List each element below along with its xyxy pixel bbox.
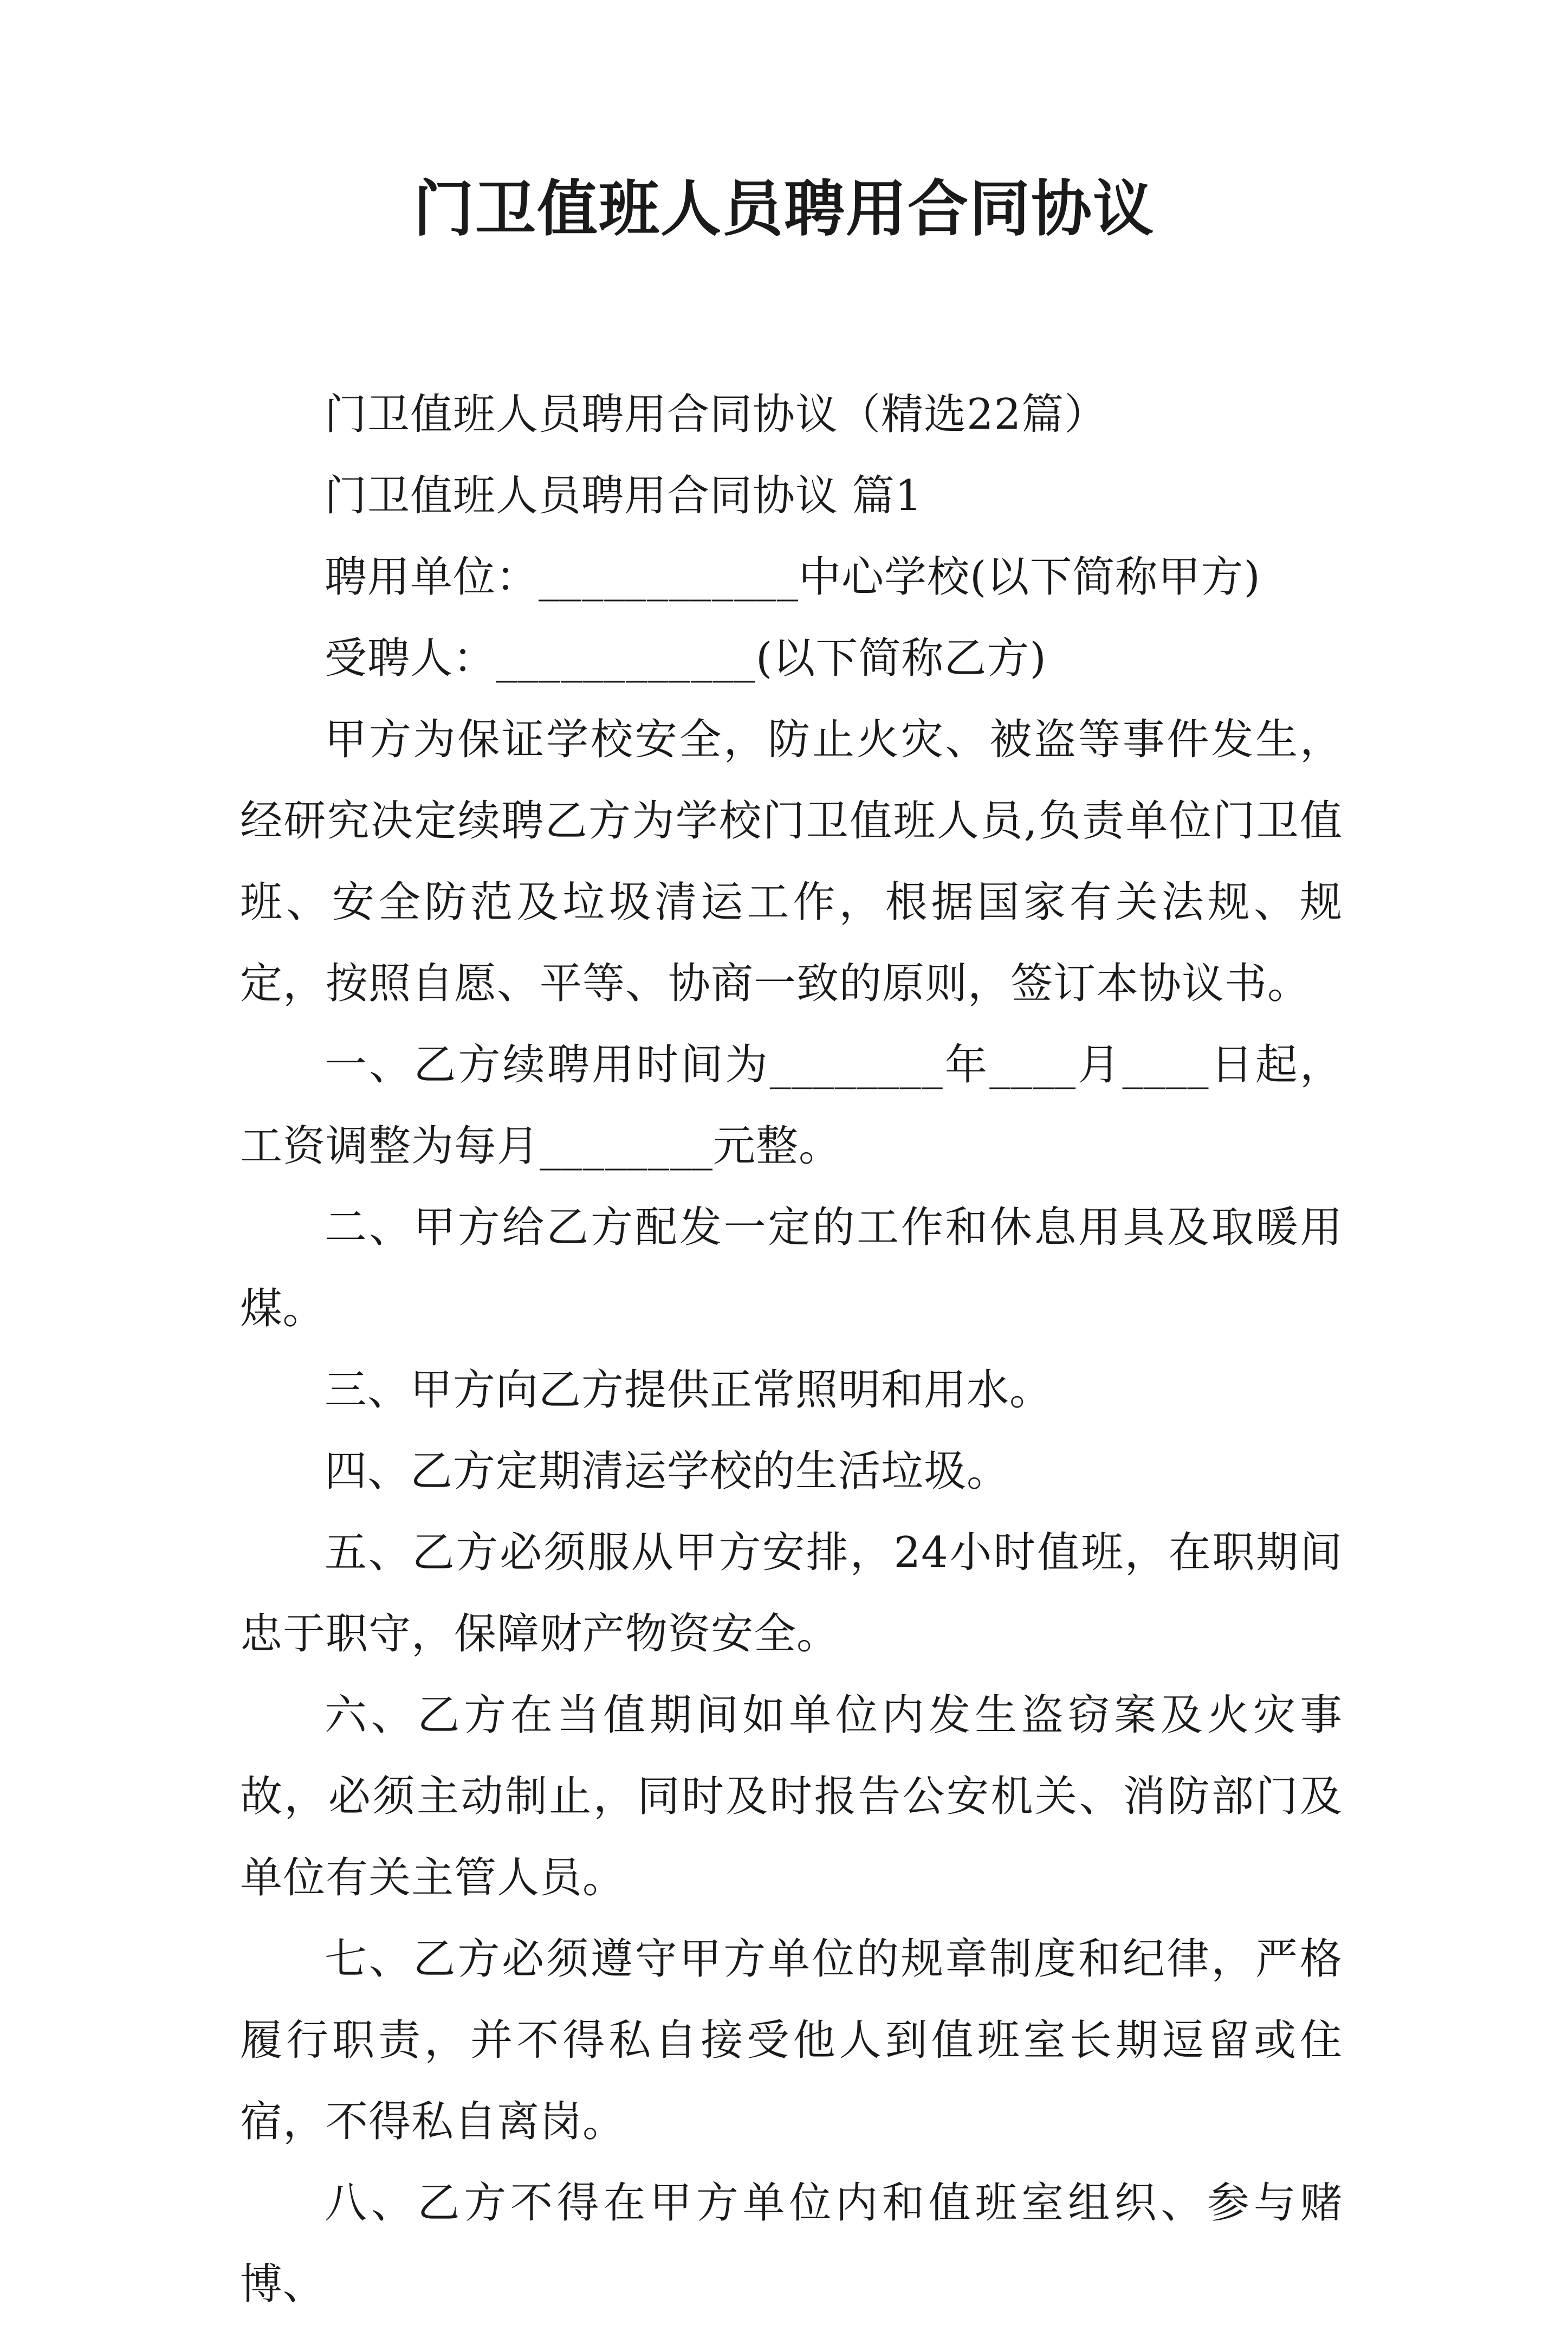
- paragraph-clause-2: 二、甲方给乙方配发一定的工作和休息用具及取暖用煤。: [240, 1203, 1343, 1333]
- paragraph-subtitle: 门卫值班人员聘用合同协议（精选22篇）: [325, 390, 1107, 439]
- paragraph-section-heading: 门卫值班人员聘用合同协议 篇1: [325, 472, 923, 520]
- paragraph-clause-7: 七、乙方必须遵守甲方单位的规章制度和纪律，严格履行职责，并不得私自接受他人到值班室长期逗留或住宿，不得私自离岗。: [240, 1935, 1343, 2146]
- paragraph-clause-5: 五、乙方必须服从甲方安排，24小时值班，在职期间忠于职守，保障财产物资安全。: [240, 1528, 1343, 1658]
- document-body: [240, 374, 1343, 2325]
- paragraph-intro: 甲方为保证学校安全，防止火灾、被盗等事件发生，经研究决定续聘乙方为学校门卫值班人员,负责单位门卫值班、安全防范及垃圾清运工作，根据国家有关法规、规定，按照自愿、平等、协商一致的原则，签订本协议书。: [240, 715, 1343, 1008]
- paragraph-clause-6: 六、乙方在当值期间如单位内发生盗窃案及火灾事故，必须主动制止，同时及时报告公安机关、消防部门及单位有关主管人员。: [240, 1691, 1343, 1902]
- paragraph-employer: 聘用单位：____________中心学校(以下简称甲方): [325, 553, 1261, 602]
- paragraph-clause-3: 三、甲方向乙方提供正常照明和用水。: [325, 1366, 1053, 1415]
- paragraph-clause-1: 一、乙方续聘用时间为________年____月____日起，工资调整为每月________元整。: [240, 1041, 1343, 1171]
- paragraph-employee: 受聘人：____________(以下简称乙方): [325, 634, 1047, 683]
- paragraph-clause-8: 八、乙方不得在甲方单位内和值班室组织、参与赌博、: [240, 2179, 1343, 2309]
- document-title: 门卫值班人员聘用合同协议: [413, 173, 1155, 244]
- paragraph-clause-4: 四、乙方定期清运学校的生活垃圾。: [325, 1447, 1010, 1496]
